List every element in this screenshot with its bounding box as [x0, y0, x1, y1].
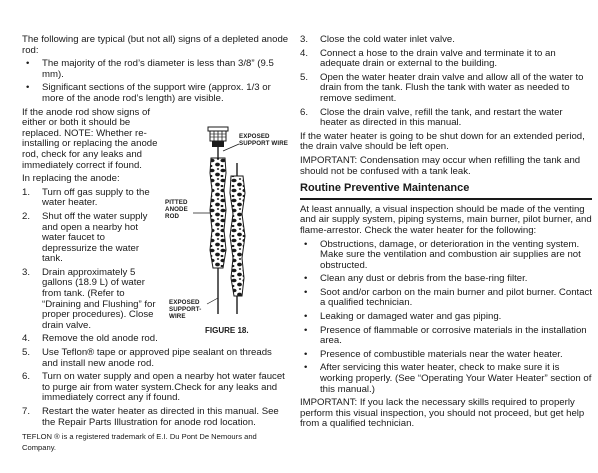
shutdown-note: If the water heater is going to be shut down for an extended period, the drain valve should be left open. [300, 130, 585, 153]
list-item: • Presence of combustible materials near the water heater. [300, 350, 592, 361]
list-item: • The majority of the rod’s diameter is less than 3/8” (9.5 mm). [22, 59, 290, 80]
step-number: 3. [22, 266, 31, 278]
step-text: Close the cold water inlet valve. [320, 34, 455, 45]
list-item: • After servicing this water heater, check to make sure it is working properly. (See “Operating Your Water Heater” section of this manual.) [300, 363, 592, 395]
step-text: Drain approximately 5 gallons (18.9 L) of water from tank. (Refer to “Draining and Flushing” for proper procedures). Close drain valve. [42, 266, 156, 331]
depleted-signs-list [22, 59, 290, 104]
step-text: Turn on water supply and open a nearby hot water faucet to purge air from water system.Check for any leaks and immediately correct any if found. [42, 371, 285, 404]
step-number: 7. [22, 406, 31, 417]
figure-18 [165, 118, 293, 338]
condensation-note: IMPORTANT: Condensation may occur when refilling the tank and should not be confused with a tank leak. [300, 154, 581, 177]
step-number: 2. [22, 210, 31, 222]
list-item: • Presence of flammable or corrosive materials in the installation area. [300, 326, 592, 347]
list-item [300, 108, 592, 129]
section-heading: Routine Preventive Maintenance [300, 183, 592, 200]
list-item: • Leaking or damaged water and gas piping. [300, 312, 592, 323]
step-number: 4. [300, 47, 309, 59]
label-exposed-support-wire-top: EXPOSED SUPPORT WIRE [239, 133, 288, 147]
step-number: 4. [22, 333, 31, 345]
important-skills-note: IMPORTANT: If you lack the necessary skills required to properly perform this visual inspection, you should not proceed, but get help from a qualified technician. [300, 397, 585, 430]
list-item [22, 348, 290, 369]
step-text: Connect a hose to the drain valve and terminate it to an adequate drain or external to the building. [320, 47, 556, 70]
list-item [22, 372, 290, 404]
replacing-label: In replacing the anode: [22, 173, 120, 185]
list-item [300, 49, 592, 70]
step-text: Use Teflon® tape or approved pipe sealant on threads and install new anode rod. [42, 347, 272, 369]
label-exposed-support-wire-bottom: EXPOSED SUPPORT- WIRE [169, 299, 202, 320]
list-item: • Clean any dust or debris from the base-ring filter. [300, 274, 592, 285]
list-item: • Soot and/or carbon on the main burner and pilot burner. Contact a qualified technician. [300, 288, 592, 309]
step-text: Turn off gas supply to the water heater. [42, 186, 150, 209]
replace-note: If the anode rod show signs of either or both it should be replaced. NOTE: Whether re-installing or replacing the anode rod, check for any leaks and immediately correct if found. [22, 106, 158, 171]
step-number: 5. [300, 71, 309, 83]
step-number: 5. [22, 347, 31, 359]
list-item: • Obstructions, damage, or deterioration in the venting system. Make sure the ventilation and combustion air supplies are not obstructed. [300, 240, 592, 272]
hex-head [208, 127, 228, 147]
list-item [22, 212, 158, 265]
teflon-trademark-footnote: TEFLON ® is a registered trademark of E.I. Du Pont De Nemours and Company. [22, 432, 257, 452]
step-number: 3. [300, 34, 309, 45]
draining-steps [300, 35, 592, 129]
list-item [22, 188, 158, 209]
leader-line [207, 298, 218, 304]
step-text: Close the drain valve, refill the tank, and restart the water heater as directed in this manual. [320, 106, 563, 129]
label-pitted-anode-rod: PITTED ANODE ROD [165, 199, 188, 220]
step-text: Shut off the water supply and open a nearby hot water faucet to depressurize the water tank. [42, 210, 148, 265]
list-item [300, 73, 592, 105]
list-item [22, 268, 158, 332]
list-item [300, 35, 592, 46]
maintenance-intro: At least annually, a visual inspection should be made of the venting and air supply system, piping systems, main burner, pilot burner, and flame-arrestor. Check the water heater for the following: [300, 203, 592, 236]
right-column [300, 35, 592, 430]
list-item [22, 407, 290, 428]
leader-line [223, 144, 239, 151]
figure-caption: FIGURE 18. [205, 326, 249, 335]
list-item: • Significant sections of the support wire (approx. 1/3 or more of the anode rod’s length) are visible. [22, 83, 290, 104]
step-number: 6. [22, 371, 31, 383]
step-text: Remove the old anode rod. [42, 333, 158, 345]
step-number: 6. [300, 106, 309, 118]
step-number: 1. [22, 186, 31, 198]
anode-rod-illustration [165, 118, 293, 328]
step-text: Restart the water heater as directed in this manual. See the Repair Parts Illustration for anode rod location. [42, 406, 279, 428]
pitted-anode-rod [210, 158, 226, 268]
depleted-anode-rod [230, 176, 245, 296]
step-text: Open the water heater drain valve and allow all of the water to drain from the tank. Flush the tank with water as needed to remove sediment. [320, 71, 584, 104]
depleted-anode-intro: The following are typical (but not all) signs of a depleted anode rod: [22, 34, 289, 56]
inspection-checklist [300, 240, 592, 396]
